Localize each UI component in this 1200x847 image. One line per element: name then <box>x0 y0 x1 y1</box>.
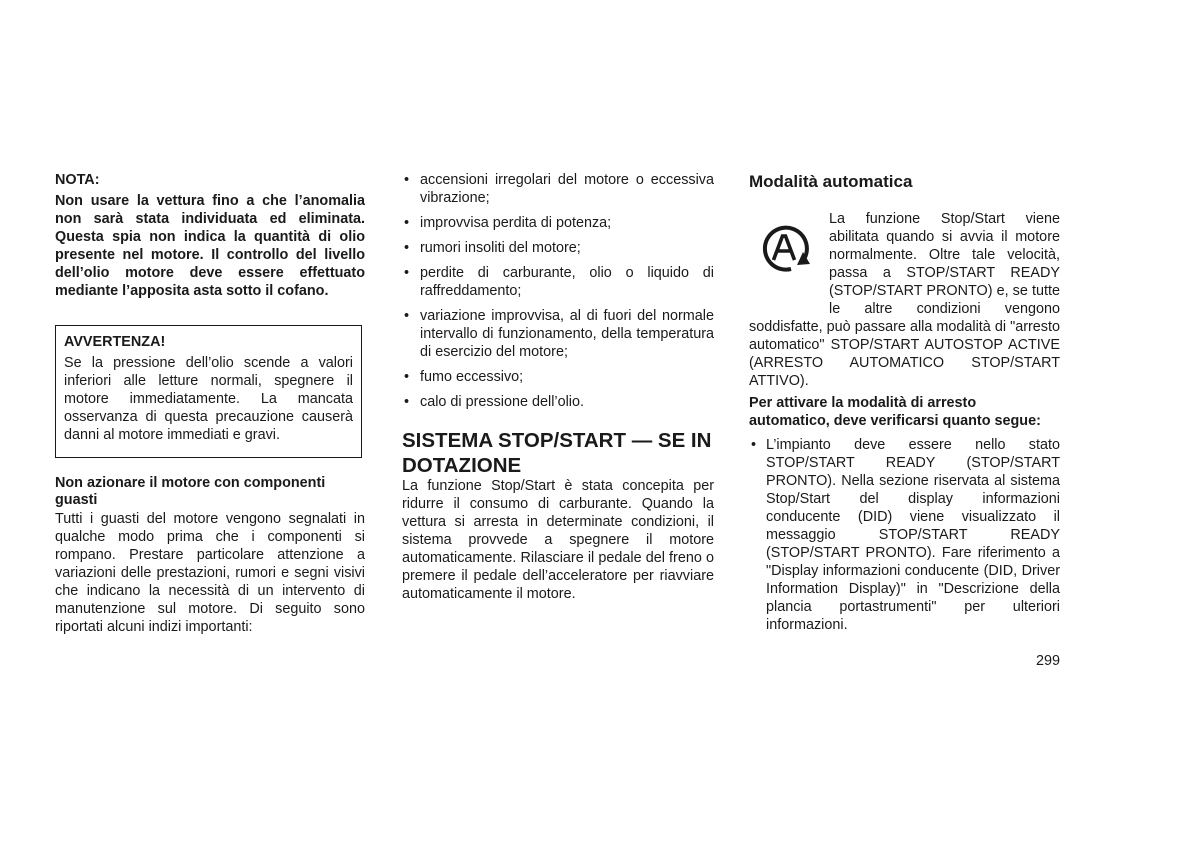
note-body: Non usare la vettura fino a che l’anomalia non sarà stata individuata ed eliminata. Questa spia non indica la quantità di olio presente nel motore. Il controllo del livello dell’olio motore deve essere effettuato mediante l’apposita asta sotto il cofano. <box>55 193 365 299</box>
list-item: • accensioni irregolari del motore o eccessiva vibrazione; <box>402 171 714 207</box>
automatic-mode-body: La funzione Stop/Start viene abilitata quando si avvia il motore normalmente. Oltre tale velocità, passa a STOP/START READY (STOP/START PRONTO) e, se tutte le altre condizioni vengono soddisfatte, può passare alla modalità di "arresto automatico" STOP/START AUTOSTOP ACTIVE (ARRESTO AUTOMATICO STOP/START ATTIVO). <box>749 211 1060 389</box>
list-item: • improvvisa perdita di potenza; <box>402 214 714 232</box>
stop-start-body: La funzione Stop/Start è stata concepita per ridurre il consumo di carburante. Quando la vettura si arresta in determinate condizioni, il sistema provvede a spegnere il motore automaticamente. Rilasciare il pedale del freno o premere il pedale dell’acceleratore per riavviare automaticamente il motore. <box>402 478 714 602</box>
list-item: • fumo eccessivo; <box>402 368 714 386</box>
automatic-mode-heading: Modalità automatica <box>749 172 913 191</box>
list-item: • L’impianto deve essere nello stato STOP/START READY (STOP/START PRONTO). Nella sezione riservata al sistema Stop/Start del display informazioni conducente (DID) viene visualizzato il messaggio STOP/START READY (STOP/START PRONTO). Fare riferimento a "Display informazioni conducente (DID, Driver Information Display)" in "Descrizione della plancia portastrumenti" per ulteriori informazioni. <box>749 436 1060 634</box>
symptom-list <box>402 171 714 418</box>
list-item: • variazione improvvisa, al di fuori del normale intervallo di funzionamento, della temperatura di esercizio del motore; <box>402 307 714 361</box>
warning-body: Se la pressione dell’olio scende a valori inferiori alle letture normali, spegnere il motore immediatamente. La mancata osservanza di questa precauzione causerà danni al motore immediati e gravi. <box>64 355 353 443</box>
engine-section-title: Non azionare il motore con componenti guasti <box>55 475 326 508</box>
note-title: NOTA: <box>55 172 100 188</box>
warning-box <box>55 325 362 458</box>
activation-conditions-list <box>749 436 1060 634</box>
auto-stop-start-icon <box>753 220 817 278</box>
page-number: 299 <box>1035 653 1060 669</box>
list-item: • calo di pressione dell’olio. <box>402 393 714 411</box>
warning-title: AVVERTENZA! <box>64 334 166 350</box>
activation-conditions-title: Per attivare la modalità di arresto automatico, deve verificarsi quanto segue: <box>749 395 1041 429</box>
stop-start-heading: SISTEMA STOP/START — SE IN DOTAZIONE <box>402 429 712 477</box>
list-item: • perdite di carburante, olio o liquido di raffreddamento; <box>402 264 714 300</box>
list-item: • rumori insoliti del motore; <box>402 239 714 257</box>
engine-section-body: Tutti i guasti del motore vengono segnalati in qualche modo prima che i componenti si rompano. Prestare particolare attenzione a variazioni delle prestazioni, rumori e segni visivi che indicano la necessità di un intervento di manutenzione sul motore. Di seguito sono riportati alcuni indizi importanti: <box>55 511 365 635</box>
